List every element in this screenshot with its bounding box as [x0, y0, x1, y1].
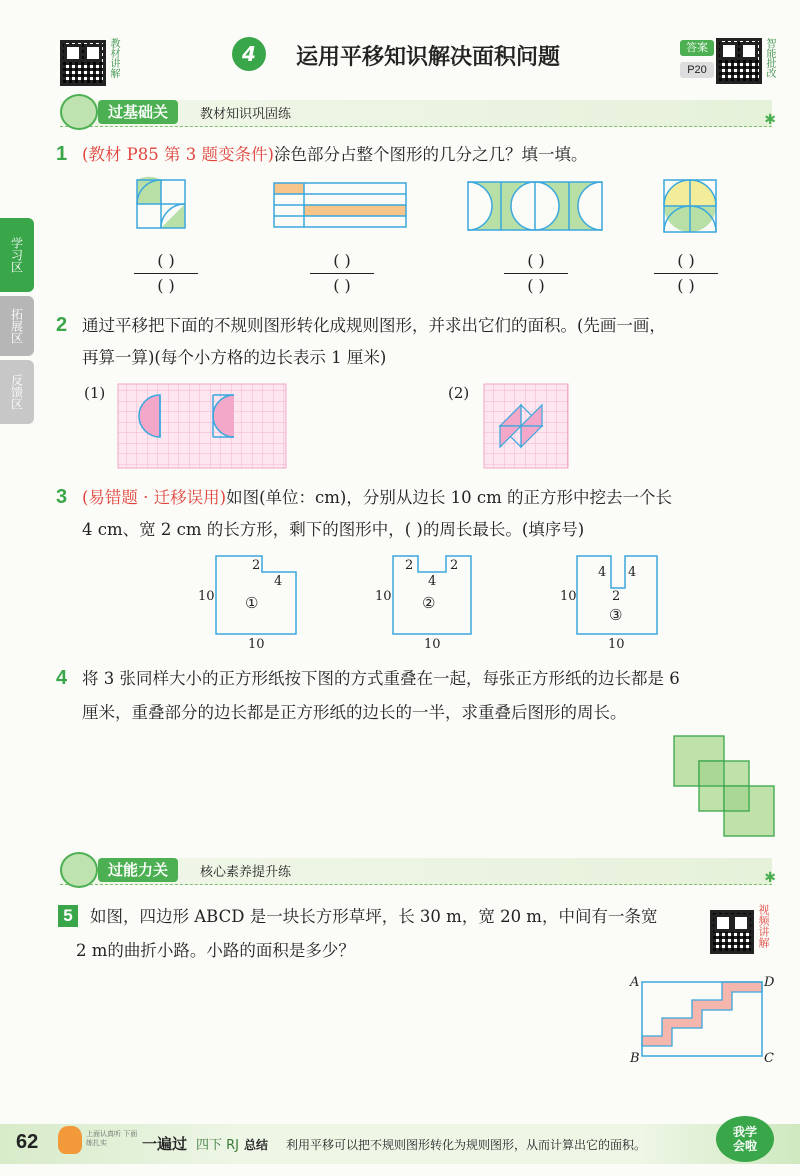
q2-figures [0, 380, 800, 470]
q1-answer-1-num[interactable]: ( ) [157, 251, 175, 270]
section-subtitle-ability: 核心素养提升练 [200, 865, 292, 880]
q5-figure [620, 970, 780, 1070]
brand-mascot-icon [58, 1126, 82, 1154]
q3-f1-bottom: 10 [248, 637, 265, 650]
q1-answer-4-den[interactable]: ( ) [677, 276, 695, 295]
q3-f2-side: 10 [375, 589, 392, 604]
section-banner-basic [60, 100, 776, 128]
q1-figure-3 [468, 182, 602, 230]
q3-f2-label: ② [422, 594, 436, 612]
q3-figure-3 [560, 556, 657, 650]
q1-text [82, 138, 587, 171]
q5-number: 5 [63, 906, 73, 925]
q1-answer-3-den[interactable]: ( ) [527, 276, 545, 295]
q2-grid-2 [484, 384, 568, 468]
q3-f2-mid: 4 [428, 574, 437, 589]
q4-line-2: 厘米，重叠部分的边长都是正方形纸的边长的一半，求重叠后图形的周长。 [82, 703, 627, 722]
q1-answer-2-num[interactable]: ( ) [333, 251, 351, 270]
page-number: 62 [16, 1131, 39, 1153]
summary-text: 利用平移可以把不规则图形转化为规则图形，从而计算出它的面积。 [286, 1138, 647, 1152]
q5-corner-d: D [764, 975, 775, 990]
q1-answer-2-den[interactable]: ( ) [333, 276, 351, 295]
q1-answer-1[interactable] [134, 250, 198, 297]
q1-number: 1 [56, 143, 68, 165]
q3-figures [0, 550, 800, 650]
summary-label: 总结 [244, 1138, 269, 1152]
q2-part-1-label: (1) [84, 384, 106, 402]
q3-f3-right: 4 [628, 565, 637, 580]
q2-grid-1 [118, 384, 286, 468]
q5-corner-b: B [630, 1051, 640, 1066]
brand-name: 一遍过 [142, 1135, 188, 1153]
page-title: 运用平移知识解决面积问题 [296, 45, 561, 70]
q3-number: 3 [56, 486, 68, 508]
q4-line-1: 将 3 张同样大小的正方形纸按下图的方式重叠在一起，每张正方形纸的边长都是 6 [82, 669, 680, 688]
section-tag-ability: 过能力关 [98, 858, 178, 882]
done-badge[interactable] [716, 1116, 774, 1162]
q3-f2-top-right: 2 [450, 558, 459, 573]
lesson-number-badge [232, 37, 266, 71]
q3-source: (易错题 · 迁移误用) [82, 488, 227, 507]
q1-answer-3[interactable] [504, 250, 568, 297]
q5-corner-c: C [764, 1051, 774, 1066]
q3-f3-side: 10 [560, 589, 577, 604]
qr-right-label: 智能批改 [764, 38, 775, 78]
q1-figures [0, 170, 800, 240]
q1-source: (教材 P85 第 3 题变条件) [82, 145, 274, 164]
side-tab-feedback[interactable]: 反馈区 [0, 360, 34, 424]
q1-answer-2[interactable] [310, 250, 374, 297]
q3-f1-right: 4 [274, 574, 283, 589]
q1-figure-1 [137, 177, 185, 228]
mascot-icon [60, 852, 98, 888]
q1-figure-2 [274, 183, 406, 227]
mascot-icon [60, 94, 98, 130]
q3-figure-1 [198, 556, 296, 650]
q3-f3-label: ③ [609, 606, 623, 624]
q3-f2-top-left: 2 [405, 558, 414, 573]
q1-question: 涂色部分占整个图形的几分之几？填一填。 [273, 145, 588, 164]
lesson-number: 4 [242, 42, 256, 66]
q1-answer-4-num[interactable]: ( ) [677, 251, 695, 270]
q3-line-2: 4 cm、宽 2 cm 的长方形，剩下的图形中，( )的周长最长。(填序号) [82, 520, 585, 539]
q3-f3-left: 4 [598, 565, 607, 580]
q5-line-1: 如图，四边形 ABCD 是一块长方形草坪，长 30 m，宽 20 m，中间有一条宽 [90, 907, 658, 926]
q2-number: 2 [56, 314, 68, 336]
q3-line-1 [82, 481, 672, 514]
q3-f1-side: 10 [198, 589, 215, 604]
q3-figure-2 [375, 556, 471, 650]
q3-f3-mid: 2 [612, 589, 621, 604]
q1-answer-1-den[interactable]: ( ) [157, 276, 175, 295]
qr-code-video[interactable] [710, 910, 754, 954]
answer-tag: 答案 [680, 40, 714, 56]
q1-answer-4[interactable] [654, 250, 718, 297]
q3-f2-bottom: 10 [424, 637, 441, 650]
section-tag-basic: 过基础关 [98, 100, 178, 124]
brand-small: 上面认真听 下面练扎实 [86, 1130, 138, 1147]
section-banner-ability [60, 858, 776, 886]
side-tab-extend[interactable]: 拓展区 [0, 296, 34, 356]
star-icon: ✱ [764, 112, 776, 128]
done-badge-text: 我学会啦 [732, 1125, 757, 1153]
q3-f1-top: 2 [252, 558, 261, 573]
q3-f1-label: ① [245, 594, 259, 612]
q5-corner-a: A [630, 975, 640, 990]
qr-code-left[interactable] [60, 40, 106, 86]
section-subtitle-basic: 教材知识巩固练 [200, 107, 292, 122]
brand-edition: 四下 RJ [196, 1138, 239, 1153]
q3-f3-bottom: 10 [608, 637, 625, 650]
q5-line-2: 2 m的曲折小路。小路的面积是多少？ [76, 941, 355, 960]
q5-video-label: 视频讲解 [757, 904, 770, 948]
q2-line-1: 通过平移把下面的不规则图形转化成规则图形，并求出它们的面积。(先画一画， [82, 316, 666, 335]
side-tab-study[interactable]: 学习区 [0, 218, 34, 292]
q1-figure-4 [664, 180, 716, 232]
qr-code-right[interactable] [716, 38, 762, 84]
q5-number-box [58, 905, 78, 927]
q1-answer-3-num[interactable]: ( ) [527, 251, 545, 270]
q2-line-2: 再算一算)(每个小方格的边长表示 1 厘米) [82, 348, 387, 367]
q4-figure [660, 730, 780, 840]
q3-line-1-text: 如图(单位：cm)，分别从边长 10 cm 的正方形中挖去一个长 [226, 488, 672, 507]
qr-left-label: 教材讲解 [108, 38, 119, 78]
q2-part-2-label: (2) [448, 384, 470, 402]
star-icon: ✱ [764, 870, 776, 886]
q4-number: 4 [56, 667, 68, 689]
answer-page: P20 [680, 62, 714, 78]
